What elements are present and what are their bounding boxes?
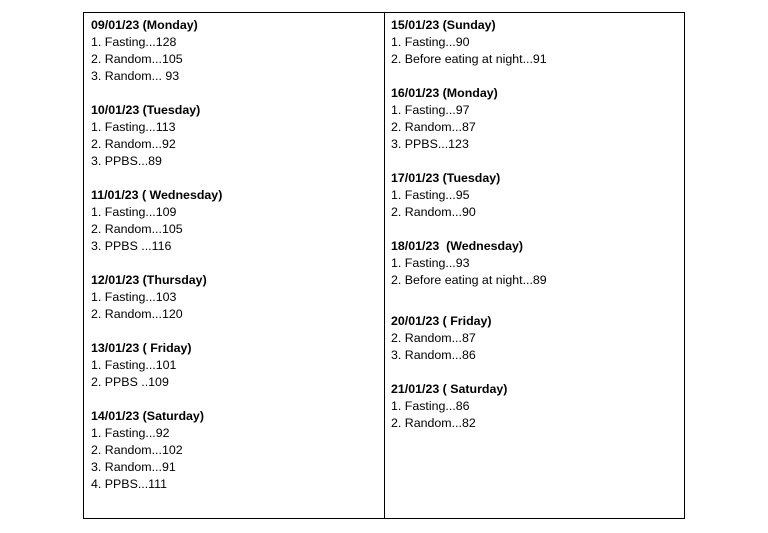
reading-line: 4. PPBS...111 (91, 477, 167, 491)
reading-line: 1. Fasting...101 (91, 358, 177, 372)
reading-line: 3. PPBS...123 (391, 137, 469, 151)
day-title: 12/01/23 (Thursday) (91, 273, 207, 287)
right-column (385, 13, 684, 518)
reading-line: 1. Fasting...103 (91, 290, 177, 304)
left-column (84, 13, 385, 518)
reading-line: 1. Fasting...93 (391, 256, 470, 270)
day-entry (391, 85, 684, 153)
reading-line: 1. Fasting...109 (91, 205, 177, 219)
reading-line: 3. Random... 93 (91, 69, 180, 83)
reading-line: 1. Fasting...90 (391, 35, 470, 49)
reading-line: 2. PPBS ..109 (91, 375, 169, 389)
day-title: 18/01/23 (Wednesday) (391, 239, 524, 253)
reading-line: 2. Random...105 (91, 52, 183, 66)
day-title: 20/01/23 ( Friday) (391, 314, 492, 328)
day-entry (91, 340, 384, 391)
reading-line: 2. Before eating at night...89 (391, 273, 547, 287)
reading-line: 1. Fasting...95 (391, 188, 470, 202)
day-entry (91, 408, 384, 493)
reading-line: 3. PPBS ...116 (91, 239, 172, 253)
day-title: 14/01/23 (Saturday) (91, 409, 204, 423)
day-entry (91, 17, 384, 85)
reading-line: 3. PPBS...89 (91, 154, 162, 168)
reading-line: 2. Random...87 (391, 331, 476, 345)
reading-line: 3. Random...86 (391, 348, 476, 362)
day-entry (391, 17, 684, 68)
reading-line: 2. Before eating at night...91 (391, 52, 547, 66)
day-entry (91, 272, 384, 323)
reading-line: 1. Fasting...97 (391, 103, 470, 117)
day-title: 21/01/23 ( Saturday) (391, 382, 508, 396)
reading-line: 2. Random...82 (391, 416, 476, 430)
day-title: 11/01/23 ( Wednesday) (91, 188, 223, 202)
reading-line: 1. Fasting...128 (91, 35, 177, 49)
day-title: 13/01/23 ( Friday) (91, 341, 192, 355)
reading-line: 1. Fasting...92 (91, 426, 170, 440)
reading-line: 2. Random...92 (91, 137, 176, 151)
reading-line: 1. Fasting...113 (91, 120, 176, 134)
day-entry (391, 170, 684, 221)
reading-line: 2. Random...105 (91, 222, 183, 236)
day-entry (91, 102, 384, 170)
reading-line: 3. Random...91 (91, 460, 176, 474)
day-entry (391, 381, 684, 432)
reading-line: 2. Random...120 (91, 307, 183, 321)
sugar-log-table (83, 12, 685, 519)
reading-line: 2. Random...90 (391, 205, 476, 219)
day-title: 17/01/23 (Tuesday) (391, 171, 501, 185)
reading-line: 1. Fasting...86 (391, 399, 470, 413)
day-entry (391, 313, 684, 364)
day-title: 09/01/23 (Monday) (91, 18, 198, 32)
day-title: 16/01/23 (Monday) (391, 86, 498, 100)
day-entry (391, 238, 684, 289)
reading-line: 2. Random...87 (391, 120, 476, 134)
reading-line: 2. Random...102 (91, 443, 183, 457)
day-title: 15/01/23 (Sunday) (391, 18, 496, 32)
day-entry (91, 187, 384, 255)
day-title: 10/01/23 (Tuesday) (91, 103, 201, 117)
